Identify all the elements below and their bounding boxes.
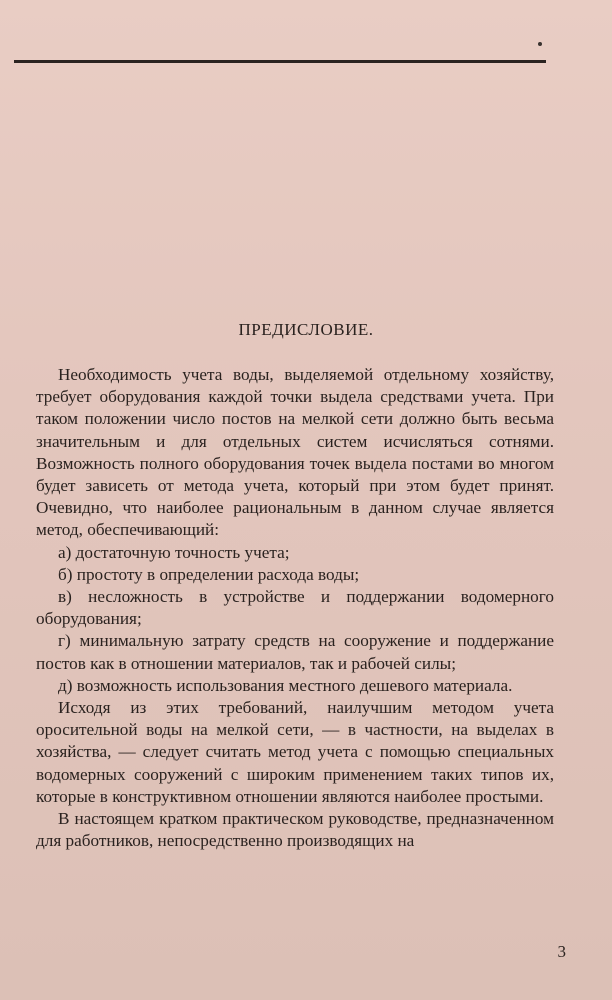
body-text: [36, 364, 554, 852]
list-item: а) достаточную точность учета;: [58, 542, 290, 562]
list-item: в) несложность в устройстве и поддержании водомерного оборудования;: [36, 587, 554, 629]
list-item: г) минимальную затрату средств на сооружение и поддержание постов как в отношении материалов, так и рабочей силы;: [36, 631, 554, 673]
paragraph: В настоящем кратком практическом руководстве, предназначенном для работников, непосредственно производящих на: [36, 809, 554, 851]
paragraph: Необходимость учета воды, выделяемой отдельному хозяйству, требует оборудования каждой точки выдела средствами учета. При таком положении число постов на мелкой сети должно быть весьма значительным и для отдельных систем исчисляться сотнями. Возможность полного оборудования точек выдела постами во многом будет зависеть от метода учета, который при этом будет принят. Очевидно, что наиболее рациональным в данном случае является метод, обеспечивающий:: [36, 365, 554, 540]
list-item: б) простоту в определении расхода воды;: [58, 564, 360, 584]
page-title: ПРЕДИСЛОВИЕ.: [238, 320, 374, 339]
top-rule: [14, 60, 546, 63]
ink-speck: [538, 42, 542, 46]
page-number: 3: [557, 942, 566, 961]
paragraph: Исходя из этих требований, наилучшим методом учета оросительной воды на мелкой сети, — в частности, на выделах в хозяйства, — следует считать метод учета с помощью специальных водомерных сооружений с широким применением таких типов их, которые в конструктивном отношении являются наиболее простыми.: [36, 698, 554, 806]
list-item: д) возможность использования местного дешевого материала.: [58, 675, 513, 695]
bleed-through-text: [32, 72, 552, 192]
